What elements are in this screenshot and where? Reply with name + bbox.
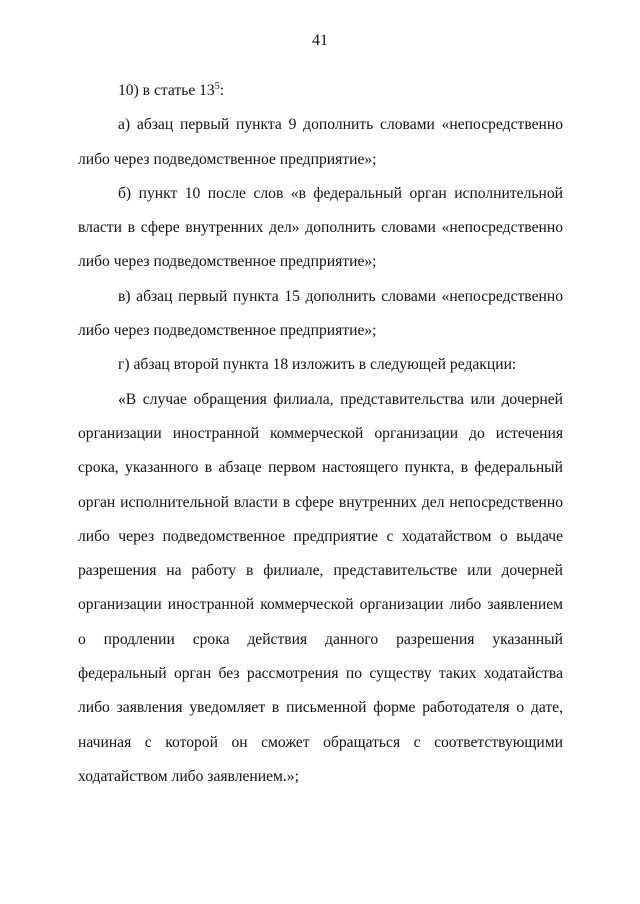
document-body [78,74,563,794]
quoted-paragraph: «В случае обращения филиала, представительства или дочерней организации иностранной коммерческой организации до истечения срока, указанного в абзаце первом настоящего пункта, в федеральный орган исполнительной власти в сфере внутренних дел непосредственно либо через подведомственное предприятие с ходатайством о выдаче разрешения на работу в филиале, представительстве или дочерней организации иностранной коммерческой организации либо заявлением о продлении срока действия данного разрешения указанный федеральный орган без рассмотрения по существу таких ходатайства либо заявления уведомляет в письменной форме работодателя о дате, начиная с которой он сможет обращаться с соответствующими ходатайством либо заявлением.»; [78,390,563,785]
article-heading [78,74,563,108]
paragraph-a: а) абзац первый пункта 9 дополнить словами «непосредственно либо через подведомственное предприятие»; [78,116,563,168]
article-heading-text: 10) в статье 13 [118,82,215,99]
article-heading-suffix: : [219,82,225,99]
paragraph-d: г) абзац второй пункта 18 изложить в следующей редакции: [118,356,517,374]
page-number: 41 [312,32,328,49]
paragraph-b: б) пункт 10 после слов «в федеральный орган исполнительной власти в сфере внутренних дел» дополнить словами «непосредственно либо через подведомственное предприятие»; [78,184,563,271]
article-superscript: 5 [214,80,220,92]
paragraph-c: в) абзац первый пункта 15 дополнить словами «непосредственно либо через подведомственное предприятие»; [78,287,563,340]
